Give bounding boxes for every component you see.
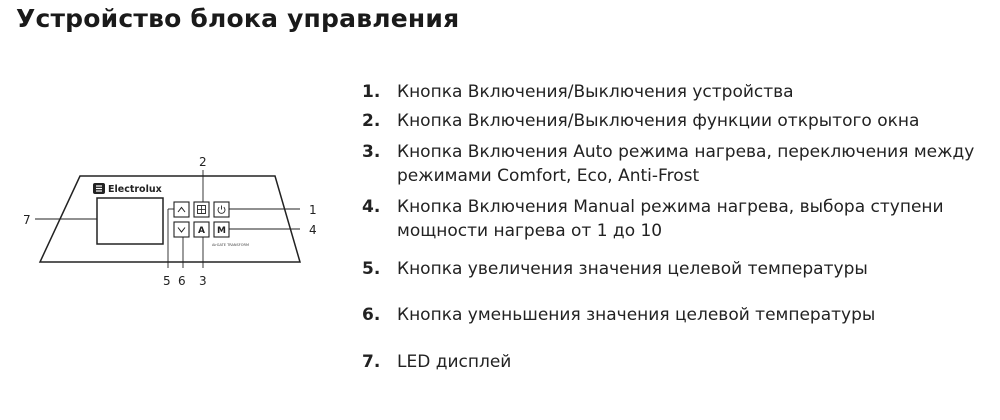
callout-4: 4 (309, 223, 317, 237)
power-icon (218, 206, 225, 214)
model-label: AirGATE TRANSFORM (212, 243, 249, 247)
electrolux-logo-icon (93, 183, 105, 194)
list-item: 3. Кнопка Включения Auto режима нагрева, переключения между режимами Comfort, Eco, Anti-Frost (362, 142, 975, 186)
callout-1: 1 (309, 203, 317, 217)
brand-label: Electrolux (108, 184, 162, 195)
list-item: 5. Кнопка увеличения значения целевой температуры (362, 259, 868, 279)
window-icon (198, 206, 206, 214)
chevron-down-icon (178, 228, 185, 233)
callout-5: 5 (163, 274, 171, 288)
page-title: Устройство блока управления (16, 4, 460, 33)
chevron-up-icon (178, 208, 185, 213)
leader-lines (35, 170, 300, 268)
list-item: 6. Кнопка уменьшения значения целевой температуры (362, 305, 876, 325)
svg-text:M: M (217, 226, 226, 236)
control-panel-diagram (0, 0, 340, 300)
callout-7: 7 (23, 213, 31, 227)
power-button[interactable] (214, 202, 229, 217)
temp-up-button[interactable] (174, 202, 189, 217)
auto-mode-button[interactable] (194, 222, 209, 237)
svg-text:A: A (198, 226, 205, 236)
callout-6: 6 (178, 274, 186, 288)
callout-3: 3 (199, 274, 207, 288)
list-item: 4. Кнопка Включения Manual режима нагрева, выбора ступени мощности нагрева от 1 до 10 (362, 197, 944, 241)
led-display (97, 198, 163, 244)
callout-2: 2 (199, 155, 207, 169)
temp-down-button[interactable] (174, 222, 189, 237)
open-window-button[interactable] (194, 202, 209, 217)
list-item: 7. LED дисплей (362, 352, 512, 372)
list-item: 1. Кнопка Включения/Выключения устройства (362, 82, 794, 102)
manual-mode-button[interactable] (214, 222, 229, 237)
list-item: 2. Кнопка Включения/Выключения функции открытого окна (362, 111, 920, 131)
